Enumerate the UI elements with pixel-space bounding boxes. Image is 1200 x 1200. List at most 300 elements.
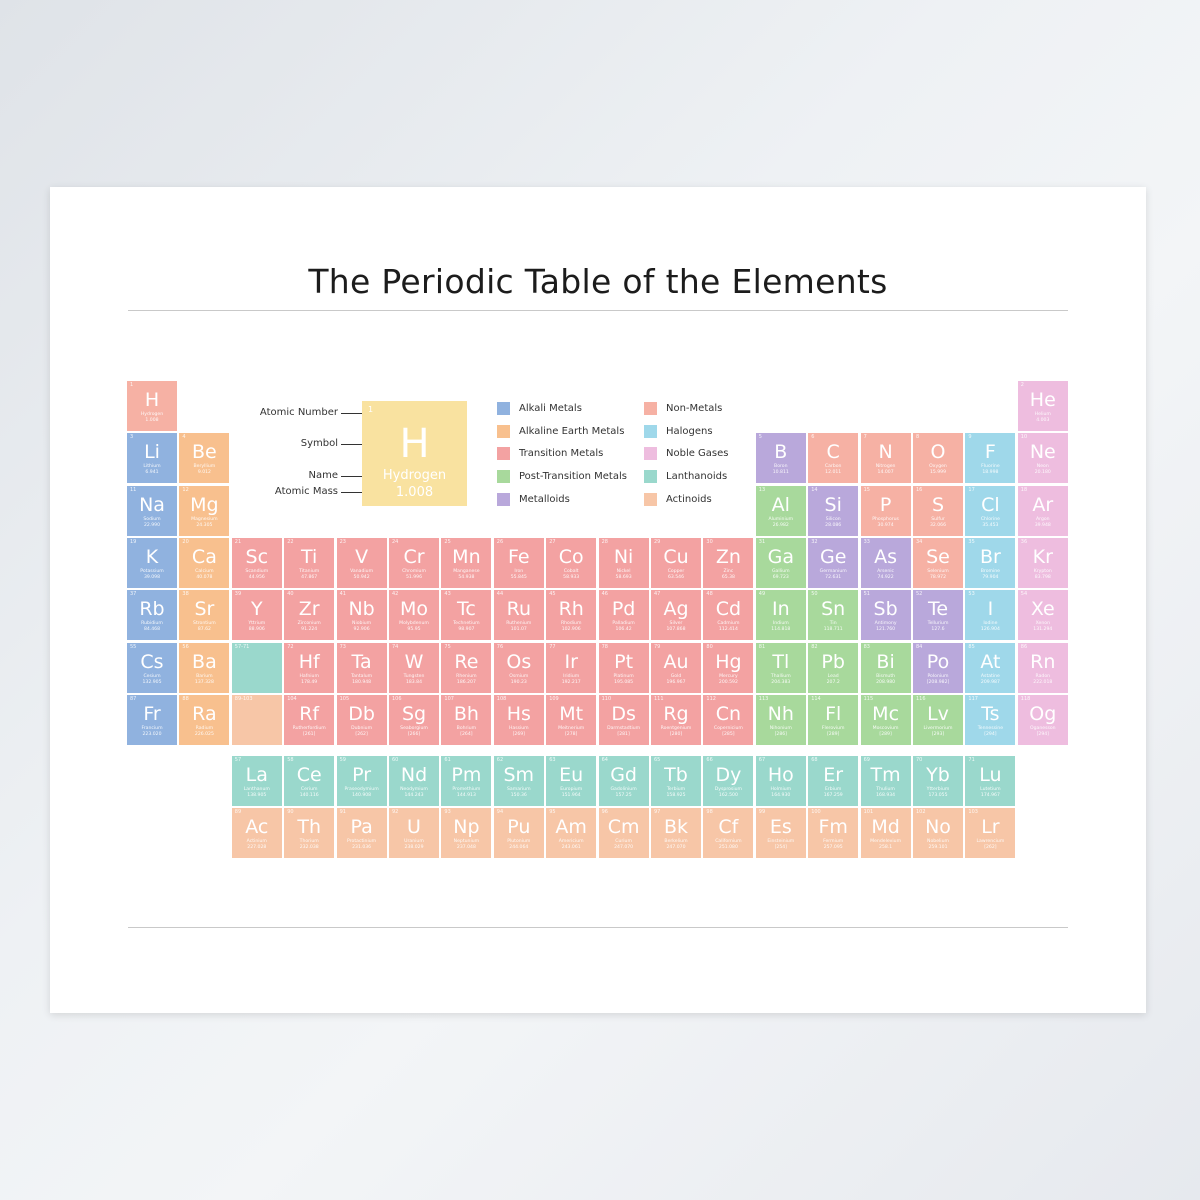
element-atomic-mass: 231.036 — [352, 845, 372, 850]
element-atomic-mass: 158.925 — [666, 793, 686, 798]
element-atomic-mass: [266] — [407, 732, 421, 737]
element-symbol: Rg — [663, 703, 689, 725]
element-symbol: Au — [663, 651, 689, 673]
element-atomic-mass: 95.95 — [407, 627, 421, 632]
element-tile-ac — [232, 808, 282, 858]
element-symbol: Am — [555, 816, 587, 838]
element-symbol: At — [980, 651, 1001, 673]
element-name: Beryllium — [193, 464, 216, 469]
element-symbol: Np — [453, 816, 480, 838]
element-atomic-mass: 44.956 — [248, 575, 265, 580]
element-name: Francium — [141, 726, 163, 731]
element-atomic-number: 79 — [654, 644, 661, 650]
element-symbol: La — [245, 764, 268, 786]
element-name: Carbon — [824, 464, 842, 469]
element-atomic-mass: 192.217 — [561, 680, 581, 685]
element-tile-ar — [1018, 486, 1068, 536]
element-name: Radium — [195, 726, 214, 731]
element-tile-ge — [808, 538, 858, 588]
element-name: Rhodium — [560, 621, 582, 626]
element-tile-ir — [546, 643, 596, 693]
element-atomic-number: 49 — [758, 591, 766, 597]
element-atomic-number: 70 — [916, 757, 923, 763]
element-name: Ruthenium — [506, 621, 532, 626]
element-symbol: Co — [558, 546, 584, 568]
element-symbol: Mo — [399, 598, 429, 620]
element-name: Iridium — [563, 674, 580, 679]
element-tile-nh — [756, 695, 806, 745]
element-atomic-mass: 209.987 — [980, 680, 1000, 685]
element-symbol: Rb — [139, 598, 165, 620]
element-atomic-number: 10 — [1020, 434, 1028, 440]
element-tile-pa — [337, 808, 387, 858]
element-tile-mc — [861, 695, 911, 745]
element-name: Mercury — [719, 674, 738, 679]
element-atomic-mass: 32.066 — [929, 523, 947, 528]
element-name: Gallium — [772, 569, 790, 574]
element-symbol: Hf — [298, 651, 320, 673]
element-atomic-number: 114 — [811, 696, 821, 702]
key-name: Hydrogen — [382, 468, 447, 483]
element-symbol: Bh — [453, 703, 479, 725]
element-atomic-number: 107 — [444, 696, 454, 702]
element-tile-cu — [651, 538, 701, 588]
element-atomic-mass: 65.38 — [721, 575, 735, 580]
element-name: Berkelium — [664, 839, 688, 844]
element-atomic-number: 17 — [968, 487, 975, 493]
element-atomic-mass: 98.907 — [458, 627, 475, 632]
element-atomic-mass: 237.048 — [456, 845, 476, 850]
element-atomic-mass: 35.453 — [982, 523, 999, 528]
element-atomic-mass: 12.011 — [825, 470, 842, 475]
element-tile-rh — [546, 590, 596, 640]
element-symbol: Zr — [298, 598, 320, 620]
element-tile-ru — [494, 590, 544, 640]
element-tile-la — [232, 756, 282, 806]
element-name: Nitrogen — [875, 464, 896, 469]
element-atomic-mass: 227.028 — [247, 845, 267, 850]
element-tile-er — [808, 756, 858, 806]
element-atomic-mass: 22.990 — [143, 523, 161, 528]
element-atomic-mass: 204.383 — [771, 680, 791, 685]
element-symbol: Fm — [818, 816, 848, 838]
element-tile-th — [284, 808, 334, 858]
element-name: Chromium — [402, 569, 426, 574]
element-name: Thulium — [876, 787, 895, 792]
element-symbol: Re — [454, 651, 479, 673]
legend-label: Noble Gases — [666, 448, 729, 460]
element-name: Dubnium — [351, 726, 373, 731]
element-tile-ts — [965, 695, 1015, 745]
element-atomic-mass: 106.42 — [615, 627, 632, 632]
element-atomic-number: 108 — [496, 696, 507, 702]
element-atomic-mass: [289] — [879, 732, 892, 737]
element-symbol: Eu — [559, 764, 584, 786]
element-symbol: Tb — [664, 764, 688, 786]
element-atomic-number: 54 — [1020, 591, 1028, 597]
element-atomic-mass: 39.098 — [143, 575, 161, 580]
element-symbol: C — [826, 441, 840, 463]
element-name: Yttrium — [248, 621, 266, 626]
element-atomic-number: 77 — [549, 644, 556, 650]
element-name: Hassium — [508, 726, 529, 731]
element-atomic-number: 82 — [811, 644, 818, 650]
element-symbol: Db — [348, 703, 375, 725]
element-atomic-mass: 247.070 — [666, 845, 686, 850]
element-tile-lu — [965, 756, 1015, 806]
element-tile-ca — [179, 538, 229, 588]
element-atomic-mass: 6.941 — [145, 470, 159, 475]
element-symbol: Ir — [564, 651, 578, 673]
element-atomic-mass: 222.018 — [1033, 680, 1053, 685]
element-name: Magnesium — [191, 517, 218, 522]
element-atomic-mass: 140.908 — [352, 793, 372, 798]
element-symbol: Se — [926, 546, 950, 568]
element-name: Bohrium — [456, 726, 477, 731]
element-symbol: Bi — [876, 651, 895, 673]
element-atomic-mass: 232.038 — [299, 845, 319, 850]
element-atomic-mass: 40.078 — [196, 575, 213, 580]
element-symbol: Mg — [190, 494, 219, 516]
element-atomic-mass: [278] — [565, 732, 578, 737]
element-atomic-mass: 196.967 — [666, 680, 686, 685]
element-tile-s — [913, 486, 963, 536]
element-symbol: O — [930, 441, 946, 463]
element-symbol: Ts — [981, 703, 1000, 725]
element-symbol: Fe — [508, 546, 530, 568]
element-tile-at — [965, 643, 1015, 693]
element-symbol: Lv — [927, 703, 949, 725]
element-atomic-number: 81 — [758, 644, 766, 650]
element-symbol: Cs — [140, 651, 164, 673]
element-atomic-number: 112 — [706, 696, 716, 702]
element-name: Darmstadtium — [607, 726, 641, 731]
element-atomic-number: 36 — [1020, 539, 1028, 545]
element-atomic-number: 100 — [811, 809, 821, 815]
element-atomic-mass: [261] — [303, 732, 316, 737]
element-symbol: Sn — [821, 598, 846, 620]
element-atomic-mass: 127.6 — [931, 627, 945, 632]
element-tile-md — [861, 808, 911, 858]
legend-label: Alkali Metals — [519, 403, 582, 414]
element-atomic-number: 13 — [758, 487, 766, 493]
element-atomic-number: 22 — [287, 539, 294, 545]
element-tile-ra — [179, 695, 229, 745]
element-atomic-mass: 164.930 — [771, 793, 791, 798]
element-tile-ta — [337, 643, 387, 693]
element-tile-kr — [1018, 538, 1068, 588]
element-tile-mg — [179, 486, 229, 536]
element-tile-gd — [599, 756, 649, 806]
element-name: Indium — [772, 621, 789, 626]
element-atomic-mass: 39.948 — [1034, 523, 1051, 528]
element-name: Tellurium — [927, 621, 949, 626]
element-atomic-number: 27 — [549, 539, 556, 545]
element-tile-ba — [179, 643, 229, 693]
element-atomic-mass: 26.982 — [772, 523, 789, 528]
element-symbol: K — [145, 546, 159, 568]
element-name: Uranium — [404, 839, 424, 844]
element-atomic-number: 66 — [706, 757, 713, 763]
element-atomic-mass: 167.259 — [823, 793, 843, 798]
element-atomic-number: 102 — [916, 809, 926, 815]
element-atomic-number: 46 — [601, 591, 608, 597]
element-name: Aluminium — [768, 517, 794, 522]
element-symbol: Ne — [1029, 441, 1056, 463]
element-name: Lithium — [143, 464, 161, 469]
element-atomic-number: 96 — [601, 809, 608, 815]
element-name: Arsenic — [877, 569, 895, 574]
element-name: Silver — [669, 621, 683, 626]
element-tile-ds — [599, 695, 649, 745]
element-name: Thallium — [770, 674, 791, 679]
element-symbol: Ga — [767, 546, 794, 568]
element-atomic-number: 35 — [968, 539, 975, 545]
element-name: Rhenium — [456, 674, 477, 679]
element-atomic-number: 60 — [392, 757, 399, 763]
legend-label: Non-Metals — [666, 403, 723, 414]
element-symbol: Th — [297, 816, 322, 838]
element-symbol: Ta — [351, 651, 372, 673]
element-symbol: Ar — [1032, 494, 1054, 516]
element-symbol: Pt — [614, 651, 634, 673]
element-tile-cn — [703, 695, 753, 745]
element-symbol: Al — [771, 494, 790, 516]
element-tile-b — [756, 433, 806, 483]
element-tile-ce — [284, 756, 334, 806]
element-name: Astatine — [980, 674, 1000, 679]
element-symbol: Sb — [873, 598, 898, 620]
element-name: Hydrogen — [140, 412, 164, 417]
element-tile-es — [756, 808, 806, 858]
element-name: Tin — [829, 621, 837, 626]
element-symbol: Rf — [299, 703, 320, 725]
element-name: Nihonium — [769, 726, 792, 731]
element-symbol: Xe — [1030, 598, 1055, 620]
element-name: Europium — [560, 787, 583, 792]
element-atomic-mass: 72.631 — [825, 575, 842, 580]
element-atomic-number: 86 — [1020, 644, 1028, 650]
element-atomic-mass: 118.711 — [823, 627, 843, 632]
element-atomic-mass: 144.243 — [404, 793, 424, 798]
element-tile-au — [651, 643, 701, 693]
element-name: Lanthanum — [243, 787, 270, 792]
element-tile-fe — [494, 538, 544, 588]
element-name: Californium — [715, 839, 742, 844]
element-name: Platinum — [613, 674, 634, 679]
element-tile-sg — [389, 695, 439, 745]
element-atomic-number: 61 — [444, 757, 451, 763]
element-atomic-number: 110 — [601, 696, 612, 702]
element-symbol: N — [878, 441, 893, 463]
element-tile-sc — [232, 538, 282, 588]
element-tile-te — [913, 590, 963, 640]
element-tile-mn — [441, 538, 491, 588]
element-atomic-mass: 79.904 — [982, 575, 999, 580]
element-tile-na — [127, 486, 177, 536]
element-name: Cesium — [143, 674, 161, 679]
element-atomic-mass: 137.328 — [194, 680, 214, 685]
element-symbol: Y — [250, 598, 263, 620]
element-tile-cd — [703, 590, 753, 640]
element-tile-ga — [756, 538, 806, 588]
element-tile-f — [965, 433, 1015, 483]
element-atomic-mass: 83.798 — [1034, 575, 1051, 580]
element-atomic-mass: [294] — [984, 732, 997, 737]
element-atomic-mass: 238.029 — [404, 845, 424, 850]
element-atomic-mass: 54.938 — [458, 575, 475, 580]
element-atomic-mass: 18.998 — [982, 470, 999, 475]
element-tile-sn — [808, 590, 858, 640]
element-tile-sr — [179, 590, 229, 640]
element-atomic-mass: 186.207 — [456, 680, 476, 685]
element-name: Sodium — [143, 517, 161, 522]
element-symbol: Cd — [715, 598, 742, 620]
element-atomic-number: 43 — [444, 591, 451, 597]
element-name: Hafnium — [299, 674, 319, 679]
element-symbol: Pb — [821, 651, 845, 673]
element-atomic-number: 76 — [496, 644, 504, 650]
element-atomic-mass: 1.008 — [145, 418, 159, 423]
element-name: Phosphorus — [872, 517, 899, 522]
element-atomic-number: 5 — [758, 434, 762, 440]
element-tile-mt — [546, 695, 596, 745]
placeholder-range: 89-103 — [234, 696, 253, 702]
element-symbol: V — [355, 546, 369, 568]
element-atomic-mass: 14.007 — [877, 470, 894, 475]
element-symbol: Cf — [718, 816, 739, 838]
element-name: Selenium — [927, 569, 949, 574]
element-atomic-mass: 178.49 — [301, 680, 318, 685]
element-atomic-mass: [285] — [722, 732, 735, 737]
element-symbol: Sg — [401, 703, 427, 725]
element-tile-bh — [441, 695, 491, 745]
element-symbol: Kr — [1032, 546, 1053, 568]
element-atomic-number: 47 — [654, 591, 661, 597]
element-name: Strontium — [193, 621, 216, 626]
element-atomic-number: 3 — [130, 434, 134, 440]
element-atomic-mass: 173.055 — [928, 793, 948, 798]
element-tile-i — [965, 590, 1015, 640]
element-atomic-number: 38 — [182, 591, 189, 597]
element-tile-zr — [284, 590, 334, 640]
element-name: Gadolinium — [610, 787, 637, 792]
element-symbol: Li — [144, 441, 160, 463]
element-name: Meitnerium — [558, 726, 585, 731]
element-name: Oganesson — [1030, 726, 1056, 731]
element-tile-hf — [284, 643, 334, 693]
element-symbol: Fr — [143, 703, 161, 725]
element-atomic-number: 45 — [549, 591, 556, 597]
element-atomic-mass: [208.982] — [926, 680, 950, 685]
element-atomic-number: 78 — [601, 644, 608, 650]
element-name: Silicon — [825, 517, 841, 522]
element-name: Roentgenium — [660, 726, 692, 731]
element-tile-v — [337, 538, 387, 588]
element-atomic-mass: [281] — [617, 732, 630, 737]
element-atomic-number: 62 — [496, 757, 504, 763]
element-atomic-number: 24 — [392, 539, 399, 545]
element-tile-se — [913, 538, 963, 588]
element-symbol: Nb — [348, 598, 375, 620]
element-tile-pt — [599, 643, 649, 693]
element-atomic-mass: 190.23 — [510, 680, 527, 685]
element-atomic-mass: 244.064 — [509, 845, 529, 850]
element-atomic-number: 80 — [706, 644, 713, 650]
element-atomic-number: 51 — [863, 591, 870, 597]
element-tile-cl — [965, 486, 1015, 536]
element-tile-w — [389, 643, 439, 693]
element-tile-rb — [127, 590, 177, 640]
element-atomic-number: 59 — [339, 757, 346, 763]
element-symbol: Po — [926, 651, 950, 673]
element-atomic-mass: [280] — [669, 732, 683, 737]
element-atomic-mass: 174.967 — [980, 793, 1000, 798]
element-symbol: Dy — [715, 764, 742, 786]
element-symbol: Sc — [245, 546, 269, 568]
element-tile-y — [232, 590, 282, 640]
element-name: Sulfur — [931, 517, 945, 522]
element-atomic-number: 111 — [654, 696, 664, 702]
element-atomic-mass: 91.224 — [301, 627, 318, 632]
element-atomic-mass: 150.36 — [510, 793, 527, 798]
element-symbol: Er — [823, 764, 844, 786]
element-atomic-number: 113 — [758, 696, 769, 702]
element-atomic-mass: 114.818 — [771, 627, 791, 632]
element-atomic-number: 26 — [496, 539, 504, 545]
element-atomic-number: 84 — [916, 644, 923, 650]
element-atomic-mass: 24.305 — [196, 523, 213, 528]
element-symbol: Mc — [872, 703, 900, 725]
element-name: Livermorium — [923, 726, 953, 731]
element-atomic-number: 4 — [182, 434, 186, 440]
element-atomic-mass: 151.964 — [561, 793, 581, 798]
element-symbol: Cn — [715, 703, 742, 725]
element-name: Chlorine — [980, 517, 1000, 522]
element-atomic-number: 34 — [916, 539, 923, 545]
element-symbol: Zn — [715, 546, 741, 568]
element-atomic-number: 115 — [863, 696, 874, 702]
element-tile-fr — [127, 695, 177, 745]
element-symbol: In — [771, 598, 790, 620]
element-atomic-mass: [286] — [774, 732, 787, 737]
element-atomic-number: 98 — [706, 809, 713, 815]
element-atomic-number: 69 — [863, 757, 870, 763]
element-name: Germanium — [819, 569, 847, 574]
legend-label: Lanthanoids — [666, 471, 728, 483]
element-atomic-mass: 30.974 — [877, 523, 894, 528]
element-symbol: Nh — [767, 703, 794, 725]
element-atomic-number: 89 — [234, 809, 242, 815]
element-symbol: Pa — [350, 816, 373, 838]
element-atomic-mass: 195.085 — [614, 680, 634, 685]
element-tile-fm — [808, 808, 858, 858]
element-symbol: Mn — [452, 546, 481, 568]
element-symbol: Be — [192, 441, 217, 463]
element-atomic-mass: 144.913 — [456, 793, 476, 798]
element-tile-yb — [913, 756, 963, 806]
element-atomic-mass: 51.996 — [405, 575, 423, 580]
element-atomic-number: 109 — [549, 696, 559, 702]
page-title: The Periodic Table of the Elements — [308, 262, 888, 301]
element-tile-am — [546, 808, 596, 858]
element-atomic-mass: 157.25 — [615, 793, 632, 798]
element-symbol: S — [931, 494, 945, 516]
element-atomic-mass: 50.942 — [353, 575, 370, 580]
element-name: Actinium — [246, 839, 267, 844]
element-tile-mo — [389, 590, 439, 640]
element-symbol: Sm — [503, 764, 535, 786]
